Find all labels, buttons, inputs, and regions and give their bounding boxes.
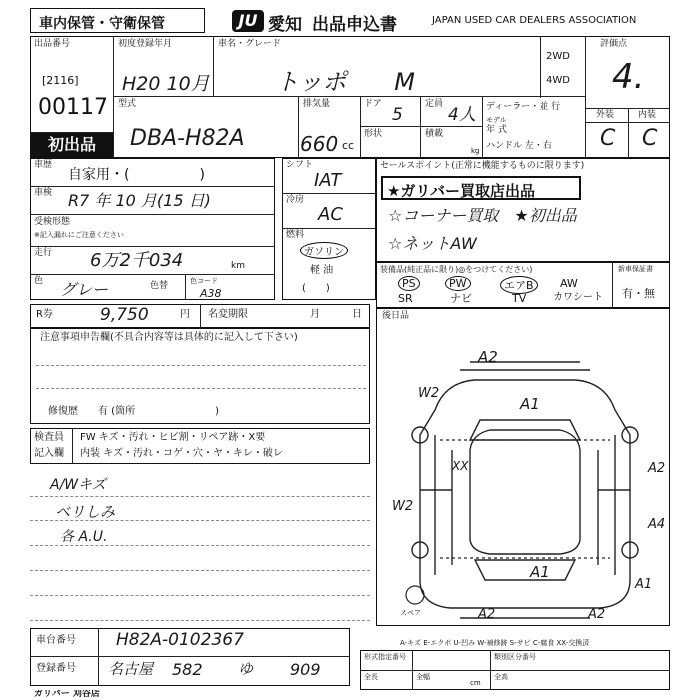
name-change-day: 日	[352, 309, 362, 320]
category-label: 類別区分番号	[494, 653, 536, 661]
inspection-label: 車検	[34, 188, 53, 198]
damage-mark-trunk: A1	[530, 563, 550, 581]
equip-navi: ナビ	[450, 292, 472, 305]
damage-mark-hood: A1	[520, 395, 540, 413]
load-unit: kg	[471, 147, 480, 155]
color-code-label: 色コード	[190, 277, 218, 285]
fuel-diesel: 軽 油	[310, 265, 334, 276]
form-title: 出品申込書	[312, 15, 397, 35]
color-code-value: A38	[200, 287, 222, 300]
dealer-line1: ディーラー・並 行	[486, 102, 561, 112]
rear-window	[475, 560, 575, 580]
plate-kana: ゆ	[238, 660, 254, 678]
inspector-entry-label: 記入欄	[34, 448, 64, 459]
repair-history: 修復歴 有 (箇所 )	[48, 406, 219, 417]
org-name: 愛知	[268, 15, 302, 35]
damage-mark-left-door: W2	[392, 499, 414, 514]
exterior-grade: C	[600, 126, 616, 151]
drive-4wd: 4WD	[546, 75, 570, 86]
notes-label: 注意事項申告欄(不具合内容等は具体的に記入して下さい)	[40, 332, 298, 343]
name-change-label: 名変期限	[208, 309, 248, 320]
damage-mark-fl: W2	[418, 386, 440, 401]
exterior-label: 外装	[596, 110, 615, 120]
width-label: 全幅	[416, 673, 430, 681]
receive-label: 受検形態	[34, 217, 71, 227]
shop-name: ガリバー 刈谷店	[34, 690, 100, 699]
doors-value: 5	[392, 105, 403, 125]
recycle-label: R券	[36, 309, 53, 320]
first-listing-badge: 初出品	[31, 133, 113, 157]
equip-sr: SR	[398, 292, 413, 305]
inspector-row-1: FW キズ・汚れ・ヒビ割・リペア跡・X要	[80, 432, 266, 443]
mileage-unit: km	[231, 261, 245, 271]
history-label: 車歴	[34, 160, 53, 170]
fuel-label: 燃料	[286, 230, 305, 240]
doors-label: ドア	[364, 99, 382, 109]
ac-label: 冷房	[286, 195, 305, 205]
plate-number: 909	[290, 660, 321, 679]
mileage-label: 走行	[34, 248, 53, 258]
displacement-unit: cc	[342, 139, 355, 152]
equip-tv: TV	[512, 292, 527, 305]
dealer-line3: 年 式	[486, 125, 507, 135]
cm-unit: cm	[470, 679, 481, 687]
damage-mark-front: A2	[478, 348, 498, 366]
recycle-unit: 円	[180, 309, 190, 320]
damage-mark-exchange: XX	[452, 459, 469, 473]
ac-value: AC	[318, 204, 343, 225]
model-value: DBA-H82A	[130, 126, 245, 151]
displacement-value: 660	[300, 132, 339, 156]
name-label: 車名・グレード	[218, 39, 282, 49]
car-diagram	[380, 340, 670, 625]
equip-leather: カワシート	[553, 292, 603, 303]
car-roof	[470, 430, 580, 554]
capacity-value: 4人	[448, 105, 476, 125]
lot-label: 出品番号	[34, 39, 71, 49]
damage-mark-rear-right: A2	[588, 607, 606, 622]
height-label: 全高	[494, 673, 508, 681]
equip-ps: PS	[398, 276, 420, 291]
load-label: 積載	[425, 129, 444, 139]
side-right	[598, 435, 615, 575]
plate-label: 登録番号	[36, 663, 76, 674]
sales-note-1: ☆コーナー買取 ★初出品	[388, 206, 577, 225]
inspector-label: 検査員	[34, 432, 64, 443]
equip-pw: PW	[445, 276, 471, 291]
damage-mark-right: A2	[648, 461, 666, 476]
model-label: 型式	[118, 99, 137, 109]
shift-label: シフト	[286, 160, 314, 170]
storage-label: 車内保管・守衛保管	[39, 16, 165, 32]
damage-mark-rear-corner: A1	[635, 577, 653, 592]
back-items-label: 後日品	[382, 311, 410, 321]
damage-mark-rear-left: A2	[478, 607, 496, 622]
drive-2wd: 2WD	[546, 51, 570, 62]
chassis-label: 車台番号	[36, 635, 76, 646]
capacity-label: 定員	[425, 99, 444, 109]
plate-class: 582	[172, 660, 203, 679]
length-label: 全長	[364, 673, 378, 681]
damage-legend: A-キズ E-エクボ U-凹み W-補修跡 S-サビ C-腐食 XX-交換済	[400, 639, 590, 647]
equip-aw: AW	[560, 277, 578, 290]
side-left	[435, 435, 452, 575]
fuel-other: ( )	[302, 283, 330, 294]
plate-area: 名古屋	[108, 660, 154, 678]
displacement-label: 排気量	[303, 99, 331, 109]
ju-logo: JU	[232, 10, 264, 32]
receive-note: ※記入漏れにご注意ください	[34, 231, 124, 239]
footer-shop	[30, 690, 180, 700]
shape-label: 形状	[364, 129, 383, 139]
name-change-month: 月	[310, 309, 320, 320]
warranty-value: 有・無	[622, 287, 655, 300]
storage-box	[30, 8, 205, 33]
color-label: 色	[34, 276, 44, 286]
dealer-line2: モデル	[486, 116, 507, 124]
grade-value: 4.	[612, 57, 645, 97]
reg-value: H20 10月	[122, 73, 210, 95]
gulliver-stamp: ★ガリバー買取店出品	[381, 176, 581, 200]
equip-airbag: エアB	[500, 276, 538, 294]
chassis-number: H82A-0102367	[116, 630, 244, 650]
inspector-row-2: 内装 キズ・汚れ・コゲ・穴・ヤ・キレ・破レ	[80, 448, 283, 459]
history-value: 自家用・( )	[68, 167, 205, 183]
name-value: トッポ M	[275, 68, 415, 96]
grade-label: 評価点	[600, 39, 628, 49]
hand-note-1: A/Wキズ	[50, 477, 106, 493]
damage-mark-rr: A4	[648, 517, 666, 532]
mileage-value: 6万2千034	[90, 250, 184, 271]
shift-value: IAT	[314, 170, 342, 191]
recycle-value: 9,750	[100, 305, 149, 325]
sales-point-label: セールスポイント(正常に機能するものに限ります)	[380, 161, 585, 171]
reg-label: 初度登録年月	[118, 39, 173, 49]
sales-note-2: ☆ネットAW	[388, 234, 477, 253]
fuel-gasoline: ガソリン	[300, 242, 348, 259]
type-designation-label: 形式指定番号	[364, 653, 406, 661]
warranty-label: 新車保証書	[618, 265, 653, 273]
equipment-label: 装備品(純正品に限り)◎をつけてください)	[380, 265, 533, 274]
form-subtitle: JAPAN USED CAR DEALERS ASSOCIATION	[432, 15, 637, 26]
interior-label: 内装	[638, 110, 657, 120]
interior-grade: C	[642, 126, 658, 151]
hand-note-2: ベリしみ	[55, 503, 116, 521]
lot-number: 00117	[38, 95, 108, 120]
inspection-value: R7 年 10 月(15 日)	[68, 191, 211, 210]
lot-bracket: [2116]	[42, 74, 79, 87]
color-value: グレー	[60, 280, 109, 299]
spare-label: スペア	[400, 609, 421, 617]
color-change-label: 色替	[150, 281, 169, 291]
hand-note-3: 各 A.U.	[60, 529, 108, 545]
dealer-line4: ハンドル 左・右	[486, 141, 552, 151]
spare-tire-icon	[406, 586, 424, 604]
